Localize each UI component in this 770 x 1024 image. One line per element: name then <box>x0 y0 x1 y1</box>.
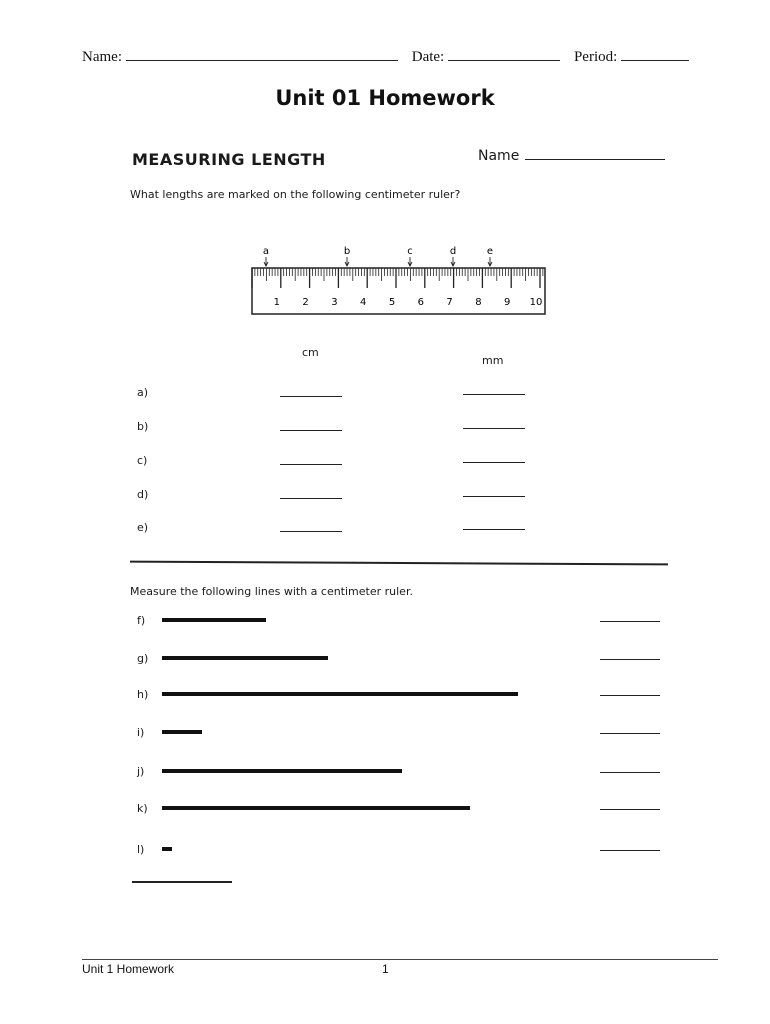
date-label: Date: <box>411 49 445 65</box>
mm-answer-line[interactable] <box>463 428 525 429</box>
ruler-marker-a <box>263 246 269 266</box>
row-label: b) <box>137 420 149 433</box>
page-title: Unit 01 Homework <box>275 86 495 110</box>
ruler-number-7: 7 <box>446 297 453 308</box>
ruler-marker-b <box>344 246 350 266</box>
line-to-measure <box>162 847 172 851</box>
ruler-number-5: 5 <box>388 297 396 308</box>
row-label: k) <box>137 802 148 815</box>
row-label: i) <box>137 726 145 739</box>
ruler-number-10: 10 <box>529 297 543 308</box>
worksheet-name-field <box>478 147 665 164</box>
length-answer-line[interactable] <box>600 772 660 773</box>
ruler-number-1: 1 <box>273 297 280 308</box>
line-to-measure <box>162 692 518 696</box>
footer-title: Unit 1 Homework <box>82 962 175 976</box>
ruler-number-4: 4 <box>360 297 367 308</box>
period-label: Period: <box>573 49 618 65</box>
mm-answer-line[interactable] <box>463 462 525 463</box>
student-info-header <box>82 46 692 66</box>
row-label: j) <box>137 765 145 778</box>
svg-text:d: d <box>449 246 457 257</box>
ruler-graphic <box>240 240 560 320</box>
row-label: f) <box>137 614 146 627</box>
cm-answer-line[interactable] <box>280 464 342 465</box>
ruler-number-6: 6 <box>417 297 424 308</box>
section-divider <box>130 561 668 566</box>
mm-answer-line[interactable] <box>463 394 525 395</box>
ruler-number-9: 9 <box>504 297 511 308</box>
ruler-number-3: 3 <box>331 297 338 308</box>
length-answer-line[interactable] <box>600 733 660 734</box>
column-header-mm: mm <box>482 354 504 367</box>
ruler-marker-d <box>450 246 456 266</box>
page-number: 1 <box>382 962 389 976</box>
question-measure-lines: Measure the following lines with a centimeter ruler. <box>130 585 413 598</box>
line-to-measure <box>162 769 402 773</box>
svg-text:e: e <box>486 246 494 257</box>
cm-answer-line[interactable] <box>280 531 342 532</box>
cm-answer-line[interactable] <box>280 498 342 499</box>
row-label: a) <box>137 386 149 399</box>
name-label: Name: <box>82 49 122 65</box>
line-to-measure <box>162 656 328 660</box>
cm-answer-line[interactable] <box>280 396 342 397</box>
row-label: c) <box>137 454 148 467</box>
worksheet-name-label: Name <box>478 148 520 164</box>
ruler-marker-c <box>407 246 413 266</box>
row-label: l) <box>137 843 145 856</box>
mm-answer-line[interactable] <box>463 529 525 530</box>
name-blank[interactable] <box>126 46 398 61</box>
row-label: g) <box>137 652 149 665</box>
svg-text:a: a <box>262 246 270 257</box>
question-ruler: What lengths are marked on the following centimeter ruler? <box>130 188 461 201</box>
cm-answer-line[interactable] <box>280 430 342 431</box>
worksheet-heading: MEASURING LENGTH <box>132 150 326 169</box>
row-label: e) <box>137 521 149 534</box>
ruler-number-8: 8 <box>475 297 482 308</box>
length-answer-line[interactable] <box>600 621 660 622</box>
svg-text:c: c <box>407 246 413 257</box>
length-answer-line[interactable] <box>600 809 660 810</box>
centimeter-ruler <box>240 240 560 324</box>
length-answer-line[interactable] <box>600 850 660 851</box>
length-answer-line[interactable] <box>600 659 660 660</box>
line-to-measure <box>162 618 266 622</box>
column-header-cm: cm <box>302 346 319 359</box>
period-blank[interactable] <box>621 46 689 61</box>
row-label: d) <box>137 488 149 501</box>
date-blank[interactable] <box>448 46 560 61</box>
footer-rule <box>82 959 718 960</box>
mm-answer-line[interactable] <box>463 496 525 497</box>
row-label: h) <box>137 688 149 701</box>
ruler-marker-e <box>487 246 493 266</box>
end-divider <box>132 881 232 883</box>
worksheet-name-blank[interactable] <box>525 147 665 160</box>
svg-text:b: b <box>343 246 351 257</box>
ruler-number-2: 2 <box>302 297 309 308</box>
line-to-measure <box>162 730 202 734</box>
line-to-measure <box>162 806 470 810</box>
length-answer-line[interactable] <box>600 695 660 696</box>
